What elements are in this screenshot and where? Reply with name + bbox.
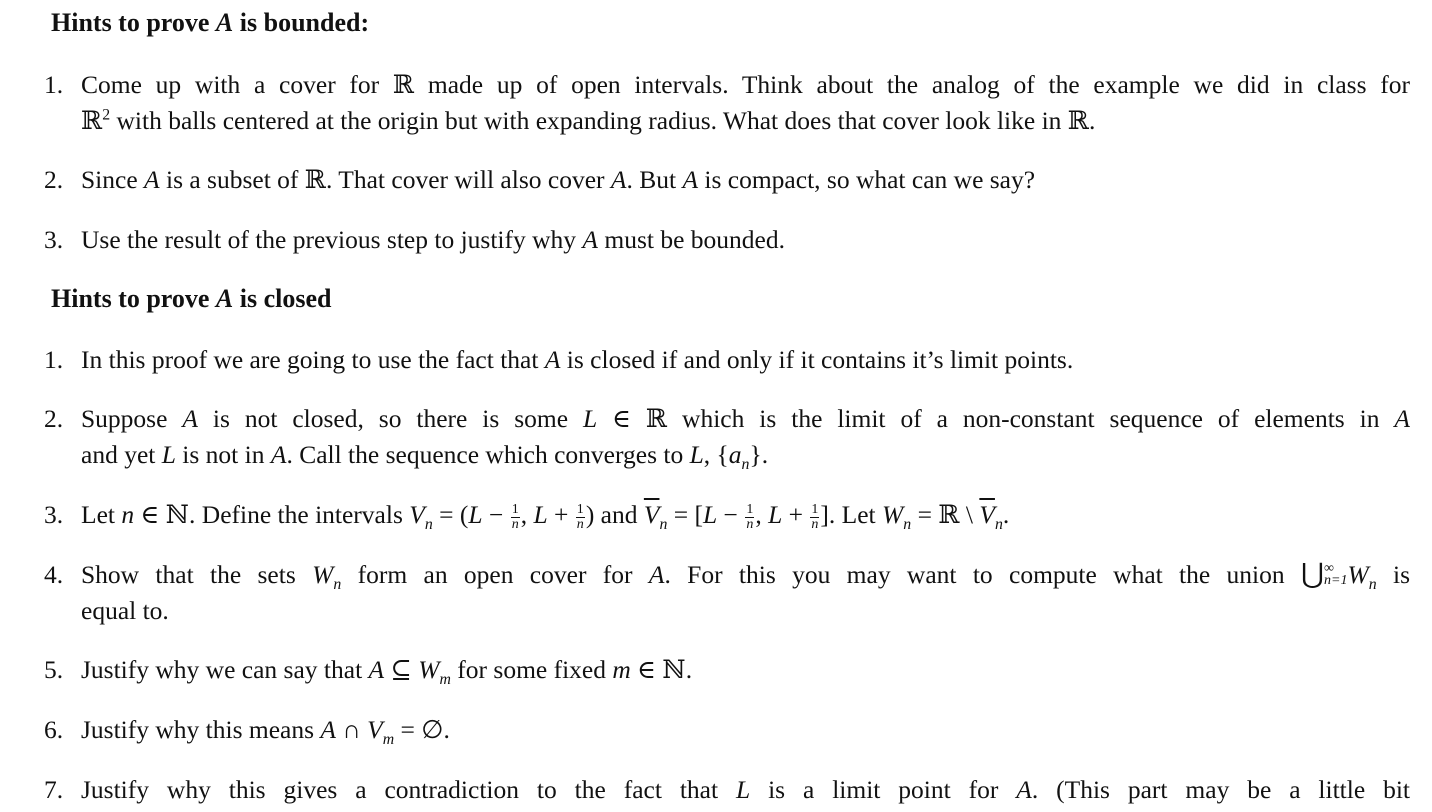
fraction	[810, 503, 819, 532]
text-run: for some fixed	[450, 655, 613, 684]
fraction	[745, 503, 754, 532]
math-var: L	[768, 500, 783, 529]
fraction-numerator: 1	[511, 501, 519, 517]
math-var: L	[161, 440, 176, 469]
math-var: A	[648, 560, 665, 589]
math-var: $\overline{V}$	[979, 500, 995, 529]
item-text	[81, 342, 1410, 378]
math-var: W	[882, 500, 904, 529]
math-var: A	[320, 715, 336, 744]
math-var: L	[735, 775, 751, 804]
math-var: A	[144, 165, 160, 194]
item-number: 4.	[44, 560, 64, 589]
text-run: −	[482, 500, 510, 529]
text-run: Justify why this gives a contradiction to the fact that	[81, 775, 736, 804]
text-run: is	[1376, 560, 1410, 589]
text-run: Show that the sets	[81, 560, 313, 589]
item-line	[81, 652, 1410, 688]
item-line	[81, 437, 1410, 473]
heading-closed	[51, 284, 332, 314]
text-run: Since	[81, 165, 145, 194]
fraction-numerator: 1	[746, 501, 754, 517]
text-run: ℝ	[81, 106, 103, 135]
text-run: , {	[703, 440, 729, 469]
math-var: L	[689, 440, 704, 469]
text-run: . (This part may be a little bit	[1031, 775, 1410, 804]
item-number: 1.	[44, 70, 64, 99]
item-text	[81, 557, 1410, 629]
math-var: a	[728, 440, 742, 469]
math-var: A	[1016, 775, 1032, 804]
text-run: with balls centered at the origin but with expanding radius. What does that cover look like in ℝ.	[110, 106, 1096, 135]
math-var: L	[702, 500, 718, 529]
math-var: W	[418, 655, 440, 684]
item-text	[81, 222, 1410, 258]
heading-text: Hints to prove	[51, 284, 216, 313]
text-run: Suppose	[81, 404, 183, 433]
item-line	[81, 497, 1410, 533]
heading-text: Hints to prove	[51, 8, 216, 37]
math-var: L	[533, 500, 548, 529]
subscript: n	[1368, 576, 1377, 594]
text-run: }.	[749, 440, 769, 469]
list-item-closed-5	[44, 652, 1410, 688]
text-run: ,	[520, 500, 534, 529]
item-number: 6.	[44, 715, 64, 744]
union-limits	[1324, 560, 1348, 589]
math-var: A	[610, 165, 627, 194]
math-var: W	[312, 560, 334, 589]
text-run: +	[547, 500, 575, 529]
item-number: 3.	[44, 225, 64, 254]
math-var: L	[468, 500, 483, 529]
text-run: ,	[755, 500, 769, 529]
list-item-closed-1	[44, 342, 1410, 378]
math-var: A	[368, 655, 385, 684]
list-item-closed-7	[44, 772, 1410, 808]
text-run: must be bounded.	[598, 225, 785, 254]
item-line	[81, 772, 1410, 808]
list-item-closed-3	[44, 497, 1410, 533]
text-run: and yet	[81, 440, 162, 469]
math-var: V	[367, 715, 383, 744]
math-var: A	[682, 165, 699, 194]
text-run: ) and	[585, 500, 644, 529]
item-text	[81, 67, 1410, 139]
list-item-bounded-2	[44, 162, 1410, 198]
item-number: 5.	[44, 655, 64, 684]
item-line	[81, 401, 1410, 437]
text-run: is compact, so what can we say?	[698, 165, 1036, 194]
fraction-denominator: n	[511, 516, 519, 532]
item-number: 7.	[44, 775, 64, 804]
fraction	[576, 503, 585, 532]
item-number: 2.	[44, 165, 64, 194]
item-line	[81, 342, 1410, 378]
math-var: $\overline{V}$	[643, 500, 660, 529]
text-run: is a subset of ℝ. That cover will also cover	[159, 165, 611, 194]
fraction-numerator: 1	[811, 501, 819, 517]
item-number: 3.	[44, 500, 64, 529]
math-var: W	[1347, 560, 1369, 589]
text-run: ∈ ℝ which is the limit of a non-constant sequence of elements in	[597, 404, 1395, 433]
math-var: L	[583, 404, 598, 433]
heading-text: is bounded:	[233, 8, 370, 37]
item-line	[81, 222, 1410, 258]
text-run: In this proof we are going to use the fact that	[81, 345, 545, 374]
text-run: is not in	[175, 440, 271, 469]
item-text	[81, 497, 1410, 533]
text-run: .	[1002, 500, 1010, 529]
subscript: m	[382, 731, 395, 749]
text-run: ∩	[336, 715, 368, 744]
fraction-denominator: n	[746, 516, 754, 532]
text-run: Let	[81, 500, 122, 529]
heading-bounded	[51, 8, 369, 38]
list-item-closed-4	[44, 557, 1410, 629]
superscript: 2	[102, 106, 111, 124]
item-line	[81, 557, 1410, 593]
subscript: n	[994, 516, 1003, 534]
heading-text: is closed	[233, 284, 332, 313]
text-run: . But	[626, 165, 683, 194]
list-item-closed-6	[44, 712, 1410, 748]
item-line	[81, 103, 1410, 139]
text-run: = [	[667, 500, 703, 529]
subscript: n	[424, 516, 433, 534]
text-run: ∈ ℕ.	[630, 655, 693, 684]
list-item-closed-2	[44, 401, 1410, 473]
fraction-numerator: 1	[576, 501, 584, 517]
item-text	[81, 712, 1410, 748]
fraction-denominator: n	[811, 516, 819, 532]
subscript: n	[741, 456, 750, 474]
math-var: V	[409, 500, 425, 529]
subscript: m	[439, 671, 451, 689]
math-var: m	[612, 655, 631, 684]
item-number: 2.	[44, 404, 64, 433]
item-number: 1.	[44, 345, 64, 374]
item-text	[81, 772, 1410, 808]
subscript: n	[333, 576, 342, 594]
text-run: is closed if and only if it contains it’s limit points.	[560, 345, 1074, 374]
item-line: Come up with a cover for ℝ made up of open intervals. Think about the analog of the example we did in class for	[81, 70, 1410, 99]
list-item-bounded-3	[44, 222, 1410, 258]
item-line: equal to.	[81, 596, 169, 625]
text-run: = (	[432, 500, 469, 529]
text-run: form an open cover for	[341, 560, 649, 589]
text-run: . Call the sequence which converges to	[286, 440, 690, 469]
fraction-denominator: n	[576, 516, 584, 532]
text-run: is not closed, so there is some	[197, 404, 583, 433]
item-text	[81, 652, 1410, 688]
math-var: A	[544, 345, 561, 374]
text-run: +	[782, 500, 810, 529]
math-var: n	[121, 500, 135, 529]
text-run: Justify why this means	[81, 715, 321, 744]
list-item-bounded-1	[44, 67, 1410, 139]
heading-var: A	[215, 284, 234, 313]
item-text	[81, 401, 1410, 473]
subscript: n	[659, 516, 668, 534]
text-run: = ℝ \	[911, 500, 980, 529]
union-upper-limit: ∞	[1324, 560, 1334, 576]
math-var: A	[270, 440, 287, 469]
union-lower-limit: n=1	[1324, 573, 1348, 589]
union-symbol: ⋃	[1300, 559, 1324, 590]
text-run: is a limit point for	[750, 775, 1017, 804]
text-run: = ∅.	[394, 715, 450, 744]
math-var: A	[182, 404, 198, 433]
fraction	[511, 503, 520, 532]
item-text	[81, 162, 1410, 198]
item-line	[81, 162, 1410, 198]
text-run: ∈ ℕ. Define the intervals	[134, 500, 410, 529]
text-run: Justify why we can say that	[81, 655, 369, 684]
item-line	[81, 712, 1410, 748]
text-run: ⊆	[384, 655, 419, 684]
math-var: A	[582, 225, 598, 254]
text-run: . For this you may want to compute what the union	[664, 560, 1301, 589]
heading-var: A	[215, 8, 234, 37]
text-run: −	[717, 500, 745, 529]
text-run: ]. Let	[820, 500, 883, 529]
math-var: A	[1394, 404, 1410, 433]
subscript: n	[903, 516, 912, 534]
text-run: Use the result of the previous step to justify why	[81, 225, 583, 254]
